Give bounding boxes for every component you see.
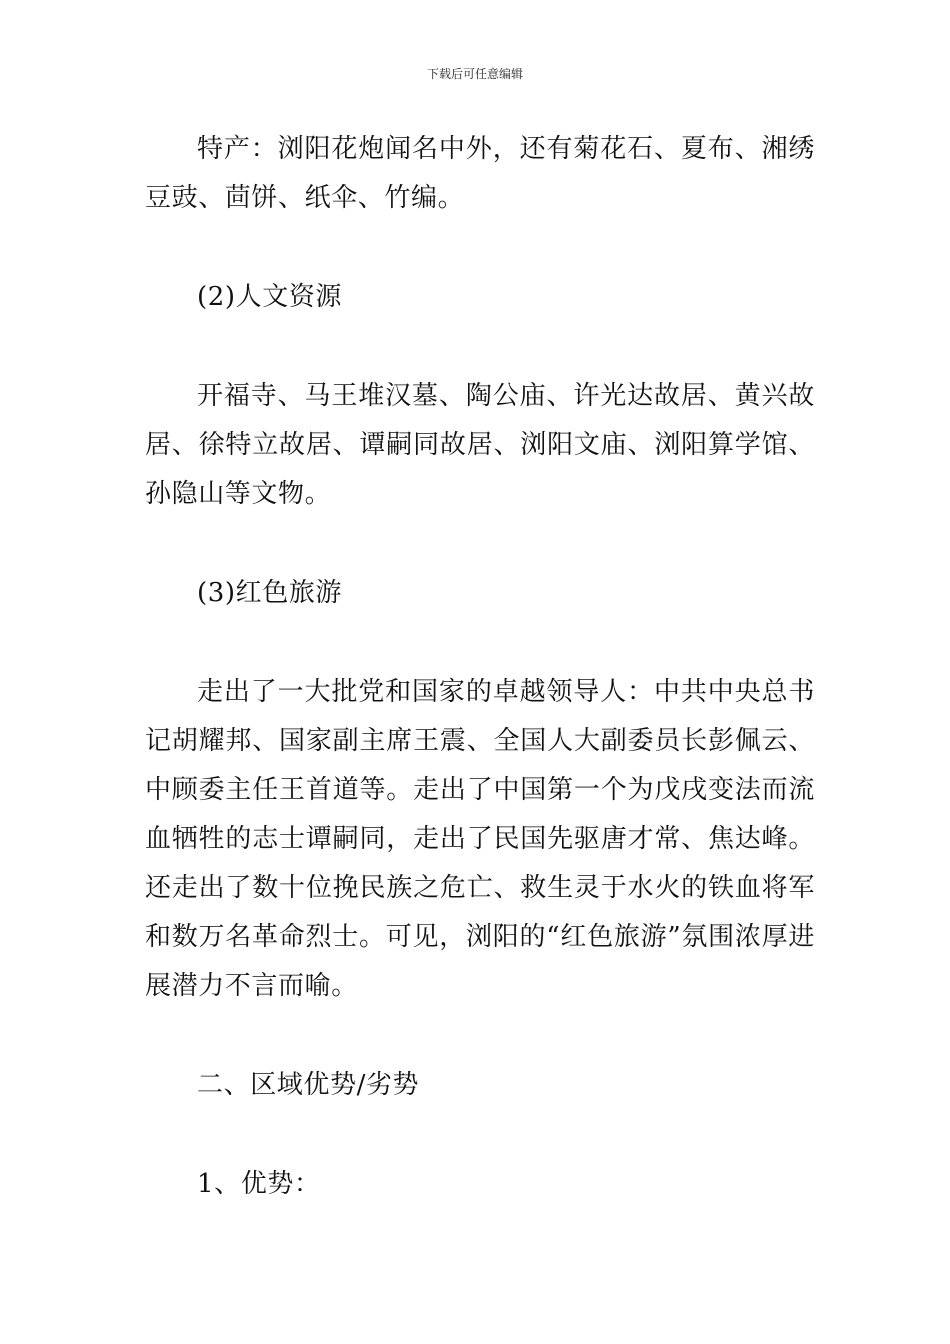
paragraph-specialties: 特产：浏阳花炮闻名中外，还有菊花石、夏布、湘绣豆豉、茴饼、纸伞、竹编。 <box>145 134 815 213</box>
paragraph-red-tourism: 走出了一大批党和国家的卓越领导人：中共中央总书记胡耀邦、国家副主席王震、全国人大副委员长彭佩云、中顾委主任王首道等。走出了中国第一个为戊戌变法而流血牺牲的志士谭嗣同，走出了民国先驱唐才常、焦达峰。还走出了数十位挽民族之危亡、救生灵于水火的铁血将军和数万名革命烈士。可见，浏阳的“红色旅游”氛围浓厚进展潜力不言而喻。 <box>145 677 815 1001</box>
page-header-note: 下载后可任意编辑 <box>426 67 523 81</box>
heading-cultural-resources: (2)人文资源 <box>197 282 343 312</box>
spacer <box>145 618 815 668</box>
heading-advantages: 1、优势： <box>197 1169 321 1199</box>
document-body <box>145 125 815 1209</box>
spacer <box>145 1110 815 1160</box>
paragraph-cultural-sites: 开福寺、马王堆汉墓、陶公庙、许光达故居、黄兴故居、徐特立故居、谭嗣同故居、浏阳文庙、浏阳算学馆、孙隐山等文物。 <box>145 381 815 509</box>
spacer <box>145 1011 815 1061</box>
heading-red-tourism: (3)红色旅游 <box>197 578 343 608</box>
spacer <box>145 322 815 372</box>
heading-regional-advantages: 二、区域优势/劣势 <box>197 1070 420 1100</box>
spacer <box>145 519 815 569</box>
spacer <box>145 223 815 273</box>
